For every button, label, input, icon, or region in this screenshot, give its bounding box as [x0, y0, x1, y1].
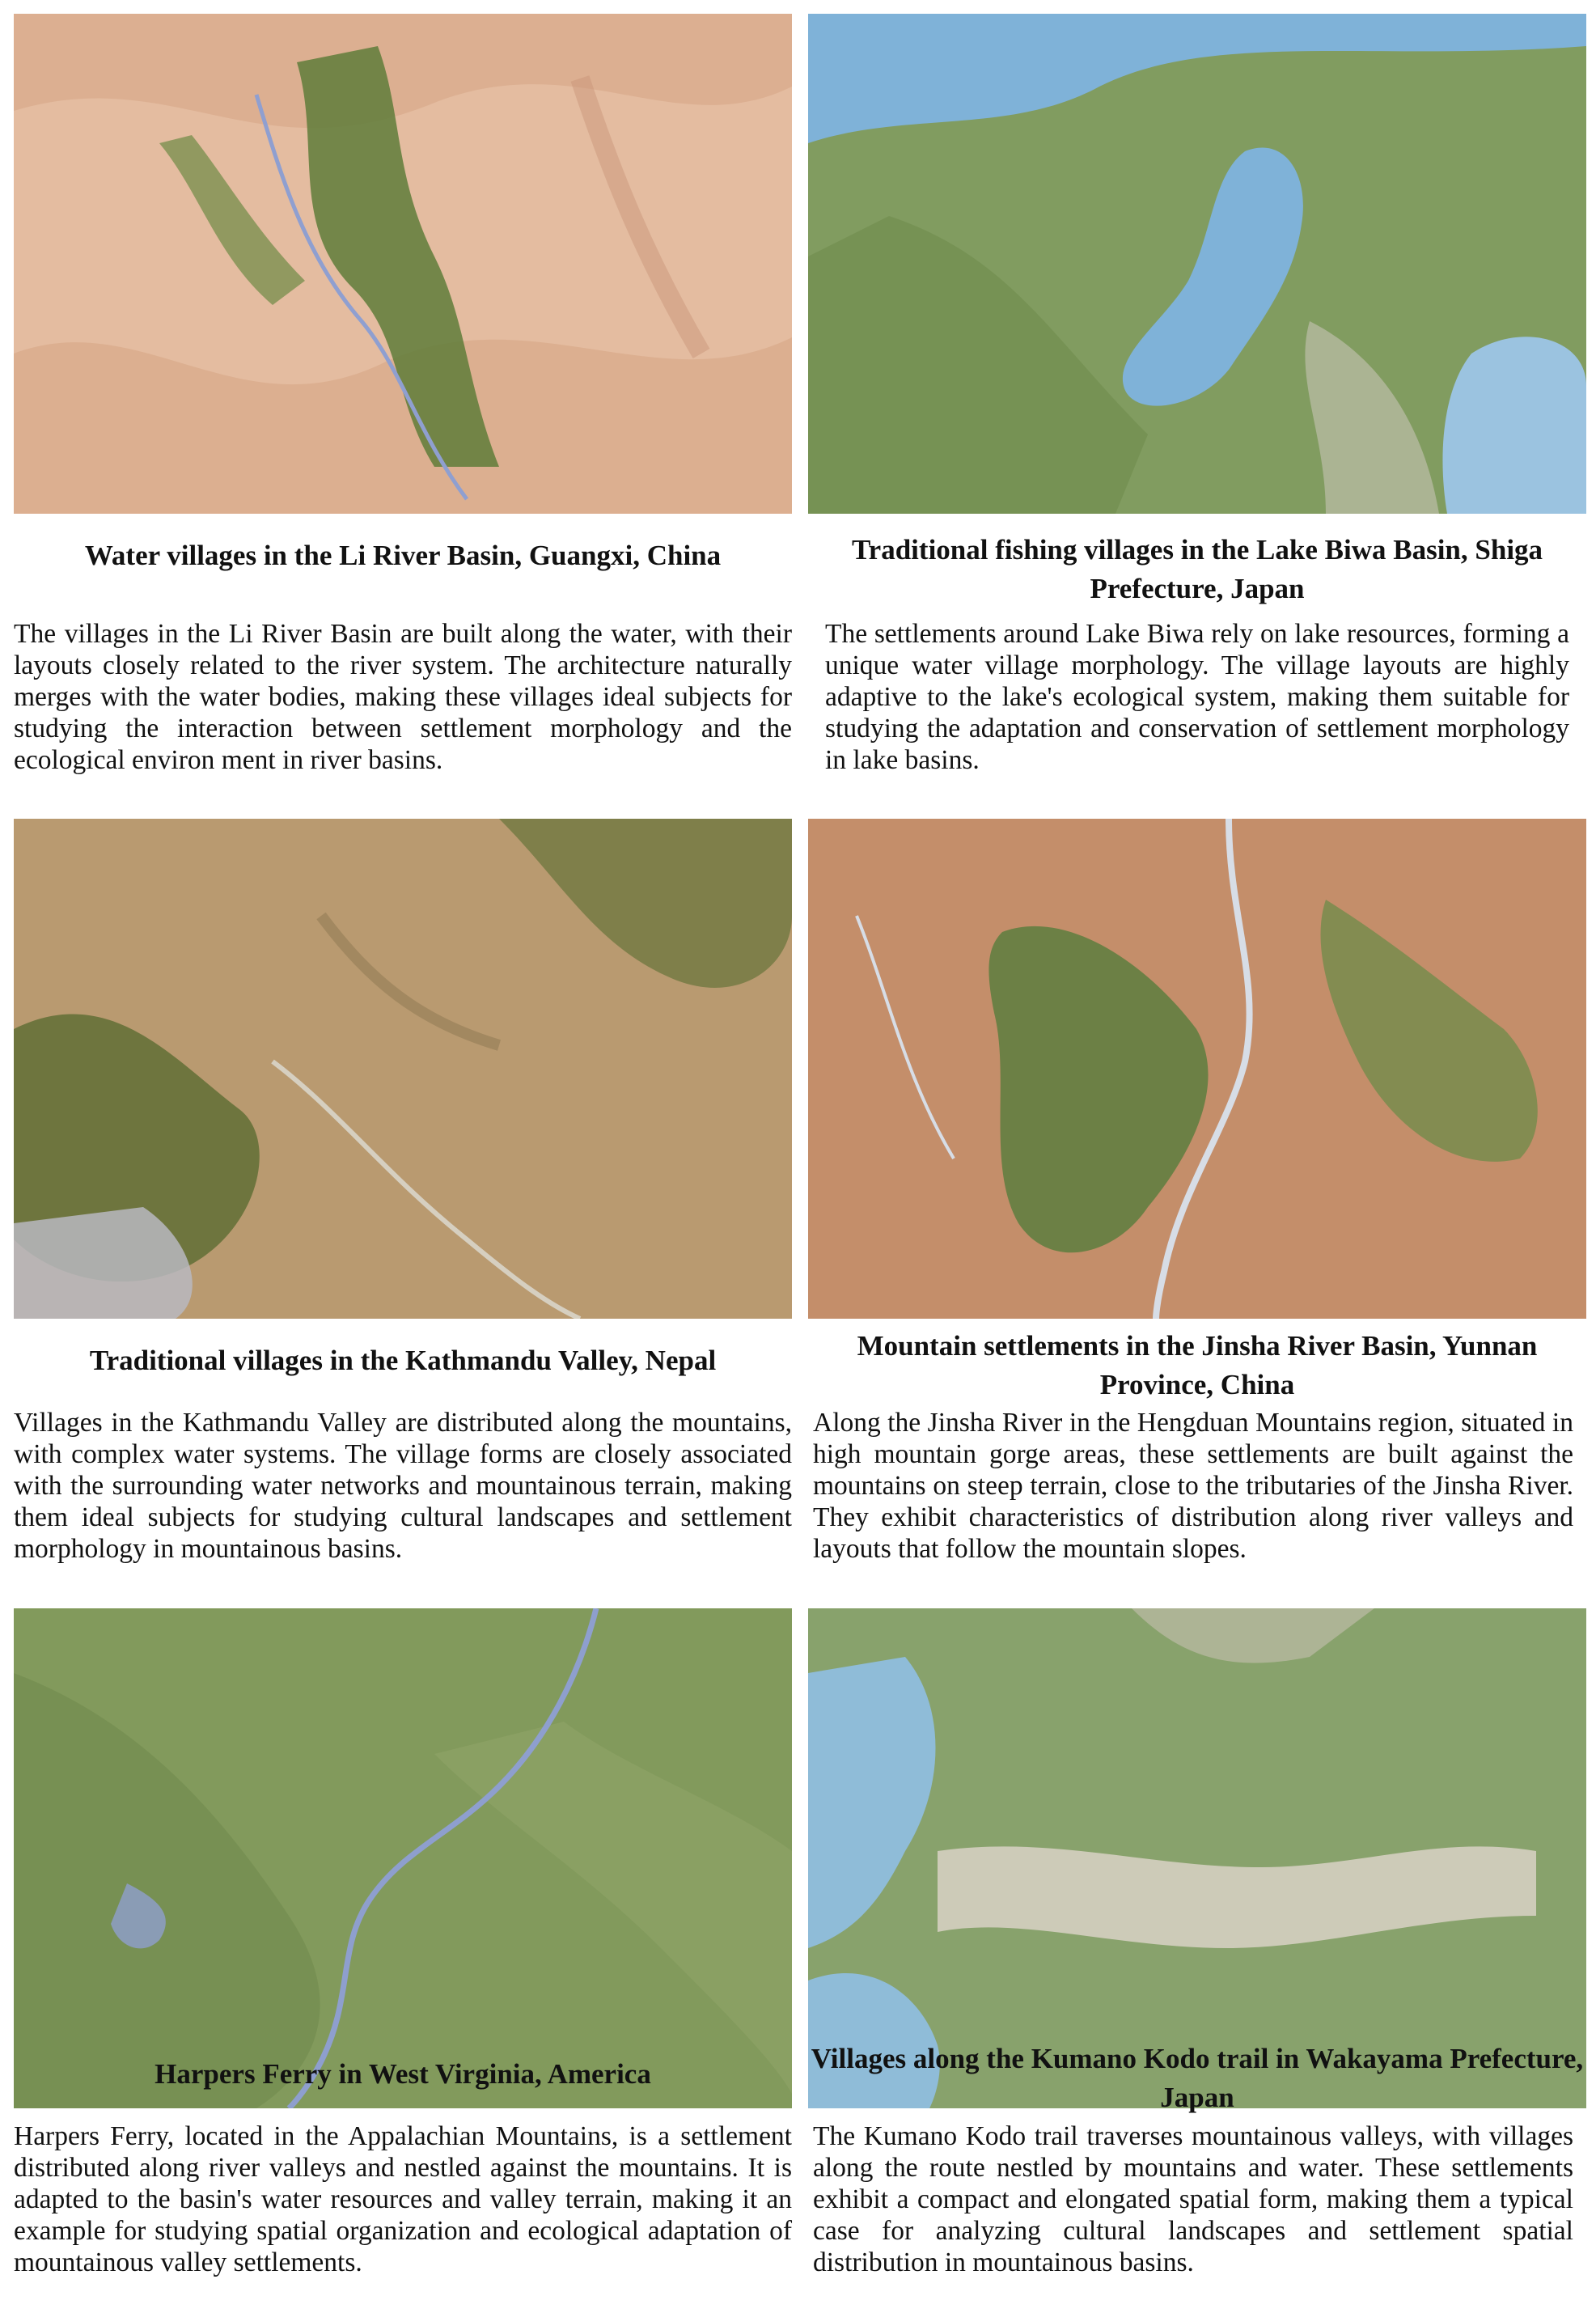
map-harpers-ferry	[14, 1608, 792, 2108]
panel-title: Traditional fishing villages in the Lake Biwa Basin, Shiga Prefecture, Japan	[851, 534, 1543, 604]
panel-description: Harpers Ferry, located in the Appalachian Mountains, is a settlement distributed along river valleys and nestled against the mountains. It is adapted to the basin's water resources and valley terrain, making it an example for studying spatial organization and ecological adaptation of mountainous valley settlements.	[14, 2121, 792, 2277]
panel-title: Harpers Ferry in West Virginia, America	[155, 2058, 651, 2090]
panel-description: Villages in the Kathmandu Valley are distributed along the mountains, with complex water systems. The village forms are closely associated with the surrounding water networks and mountainous terrain, making them ideal subjects for studying cultural landscapes and settlement morphology in mountainous basins.	[14, 1408, 792, 1564]
panel-description: The villages in the Li River Basin are built along the water, with their layouts closely related to the river system. The architecture naturally merges with the water bodies, making these villages ideal subjects for studying the interaction between settlement morphology and the ecological environ ment in river basins.	[14, 619, 792, 775]
map-kathmandu-valley	[14, 819, 792, 1319]
panel-title: Traditional villages in the Kathmandu Valley, Nepal	[89, 1345, 717, 1376]
panel-description: The Kumano Kodo trail traverses mountainous valleys, with villages along the route nestled by mountains and water. These settlements exhibit a compact and elongated spatial form, making them a typical case for analyzing cultural landscapes and settlement spatial distribution in mountainous basins.	[813, 2121, 1573, 2277]
map-jinsha-river	[808, 819, 1586, 1319]
panel-title: Villages along the Kumano Kodo trail in Wakayama Prefecture, Japan	[811, 2043, 1584, 2113]
panel-title: Water villages in the Li River Basin, Guangxi, China	[84, 540, 722, 571]
map-li-river	[14, 14, 792, 514]
panel-title: Mountain settlements in the Jinsha River Basin, Yunnan Province, China	[857, 1330, 1538, 1400]
map-lake-biwa	[808, 14, 1586, 514]
panel-description: Along the Jinsha River in the Hengduan Mountains region, situated in high mountain gorge areas, these settlements are built against the mountains on steep terrain, close to the tributaries of the Jinsha River. They exhibit characteristics of distribution along river valleys and layouts that follow the mountain slopes.	[813, 1408, 1573, 1564]
panel-description: The settlements around Lake Biwa rely on lake resources, forming a unique water village morphology. The village layouts are highly adaptive to the lake's ecological system, making them suitable for studying the adaptation and conservation of settlement morphology in lake basins.	[825, 619, 1569, 775]
map-kumano-kodo	[808, 1608, 1586, 2108]
